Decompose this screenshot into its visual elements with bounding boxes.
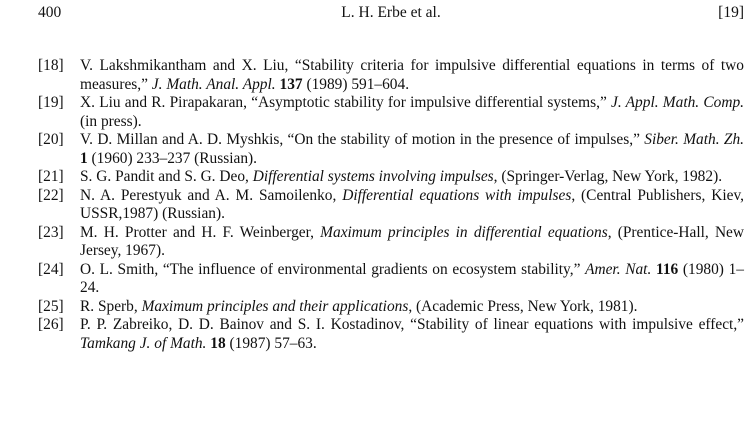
reference-number: [19] xyxy=(38,94,64,111)
reference-text-segment: (1989) 591–604. xyxy=(302,75,410,93)
reference-text-segment: N. A. Perestyuk and A. M. Samoilenko, xyxy=(80,186,343,204)
reference-text-segment: P. P. Zabreiko, D. D. Bainov and S. I. Kostadinov, “Stability of linear equations with impulsive effect,” xyxy=(80,316,744,333)
reference-text-segment: (1987) 57–63. xyxy=(225,334,317,352)
reference-volume: 1 xyxy=(80,149,88,167)
reference-number: [21] xyxy=(38,168,64,185)
reference-item xyxy=(38,261,744,298)
reference-italic-text: Maximum principles in differential equations xyxy=(320,223,608,241)
reference-text-segment: R. Sperb, xyxy=(80,297,142,315)
reference-item xyxy=(38,94,744,131)
reference-item xyxy=(38,57,744,94)
reference-text xyxy=(80,168,744,187)
reference-number: [24] xyxy=(38,260,64,278)
reference-text xyxy=(80,57,744,94)
reference-italic-text: Differential systems involving impulses xyxy=(252,168,494,185)
page-number: 400 xyxy=(38,4,62,21)
reference-text xyxy=(80,94,744,131)
reference-italic-text: J. Appl. Math. Comp. xyxy=(611,94,744,111)
reference-item xyxy=(38,224,744,261)
reference-item xyxy=(38,131,744,168)
reference-volume: 116 xyxy=(655,260,679,278)
reference-text-segment: O. L. Smith, “The influence of environmental gradients on ecosystem stability,” xyxy=(80,260,586,278)
reference-text-segment: , (Central Publishers, Kiev, USSR,1987) (Russian). xyxy=(80,186,744,222)
reference-item xyxy=(38,298,744,317)
section-number: [19] xyxy=(718,4,744,21)
reference-item xyxy=(38,168,744,187)
reference-list xyxy=(38,57,744,353)
reference-text-segment: (1980) 1–24. xyxy=(80,260,744,296)
reference-text xyxy=(80,316,744,353)
reference-text xyxy=(80,187,744,224)
reference-text-segment: V. D. Millan and A. D. Myshkis, “On the stability of motion in the presence of impulses,” xyxy=(80,131,645,148)
reference-text-segment: , (Academic Press, New York, 1981). xyxy=(408,297,638,315)
reference-volume: 137 xyxy=(279,75,303,93)
reference-text xyxy=(80,298,744,317)
reference-text xyxy=(80,261,744,298)
running-authors: L. H. Erbe et al. xyxy=(341,4,441,21)
reference-italic-text: Amer. Nat. xyxy=(585,260,652,278)
reference-text-segment: V. Lakshmikantham and X. Liu, “Stability criteria for impulsive differential equations in terms of two measures,” xyxy=(80,57,744,93)
reference-number: [26] xyxy=(38,316,64,333)
reference-number: [18] xyxy=(38,57,64,74)
reference-number: [20] xyxy=(38,131,64,148)
reference-text-segment: (1960) 233–237 (Russian). xyxy=(87,149,257,167)
running-header xyxy=(38,4,744,26)
reference-text-segment: S. G. Pandit and S. G. Deo, xyxy=(80,168,253,185)
reference-text-segment: , (Prentice-Hall, New Jersey, 1967). xyxy=(80,223,745,259)
reference-italic-text: Tamkang J. of Math. xyxy=(80,334,207,352)
reference-italic-text: Siber. Math. Zh. xyxy=(644,131,744,148)
reference-text xyxy=(80,131,744,168)
reference-italic-text: J. Math. Anal. Appl. xyxy=(151,75,276,93)
reference-italic-text: Maximum principles and their applications xyxy=(141,297,409,315)
reference-text-segment: X. Liu and R. Pirapakaran, “Asymptotic stability for impulsive differential systems,” xyxy=(80,94,612,111)
reference-item xyxy=(38,187,744,224)
reference-text-segment: M. H. Protter and H. F. Weinberger, xyxy=(80,223,321,241)
reference-volume: 18 xyxy=(210,334,226,352)
reference-number: [22] xyxy=(38,186,64,204)
reference-italic-text: Differential equations with impulses xyxy=(342,186,572,204)
reference-text xyxy=(80,224,744,261)
reference-text-segment: (in press). xyxy=(80,112,142,130)
reference-number: [23] xyxy=(38,223,64,241)
reference-item xyxy=(38,316,744,353)
reference-text-segment: , (Springer-Verlag, New York, 1982). xyxy=(493,168,723,185)
reference-number: [25] xyxy=(38,297,64,315)
